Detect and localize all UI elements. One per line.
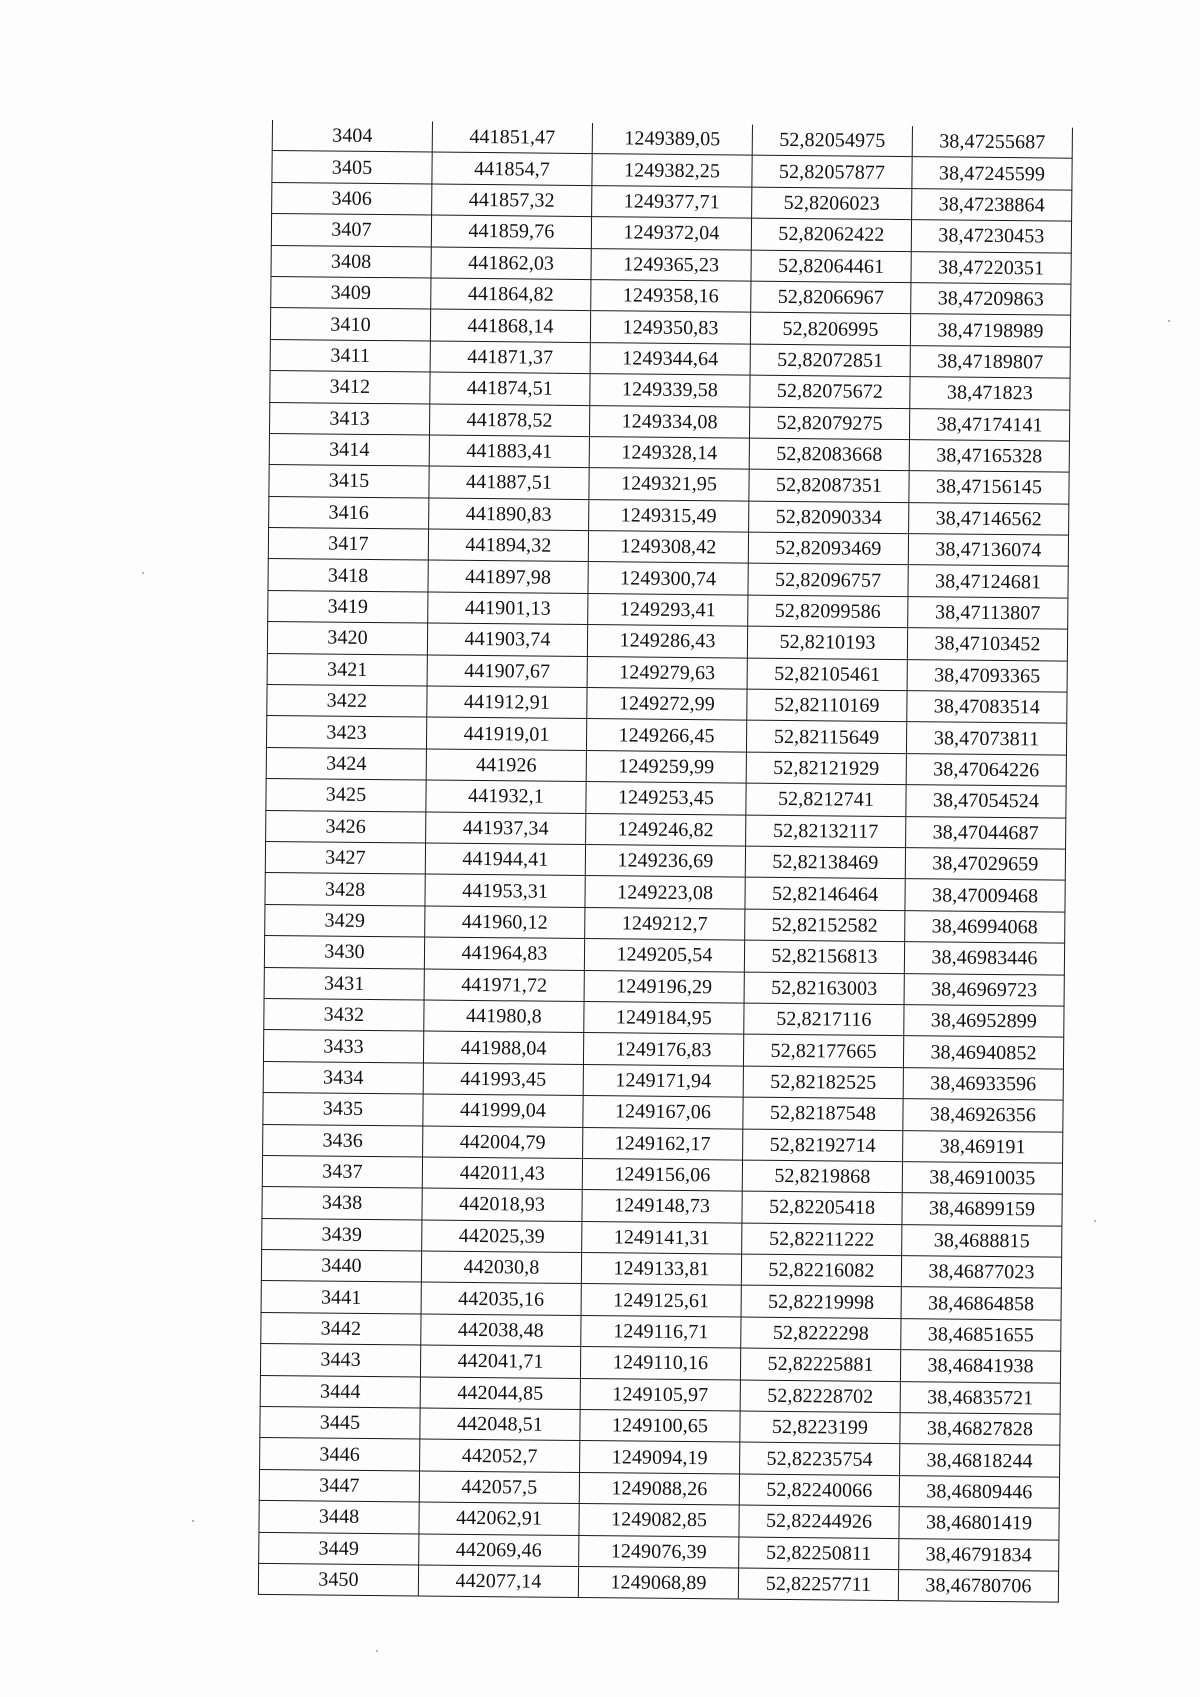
latitude-cell: 52,82244926 bbox=[739, 1505, 899, 1538]
point-number-cell: 3435 bbox=[263, 1093, 423, 1126]
y-coordinate-cell: 1249259,99 bbox=[586, 750, 746, 783]
longitude-cell: 38,469191 bbox=[903, 1130, 1063, 1163]
point-number-cell: 3443 bbox=[260, 1344, 420, 1377]
longitude-cell: 38,4688815 bbox=[902, 1224, 1062, 1257]
point-number-cell: 3406 bbox=[272, 182, 432, 215]
latitude-cell: 52,82090334 bbox=[749, 501, 909, 534]
x-coordinate-cell: 441988,04 bbox=[423, 1031, 583, 1064]
y-coordinate-cell: 1249110,16 bbox=[580, 1347, 740, 1380]
y-coordinate-cell: 1249365,23 bbox=[591, 248, 751, 281]
longitude-cell: 38,47146562 bbox=[909, 502, 1069, 535]
x-coordinate-cell: 441890,83 bbox=[429, 498, 589, 531]
latitude-cell: 52,82177665 bbox=[743, 1034, 903, 1067]
y-coordinate-cell: 1249358,16 bbox=[591, 280, 751, 313]
y-coordinate-cell: 1249076,39 bbox=[579, 1535, 739, 1568]
latitude-cell: 52,82110169 bbox=[747, 689, 907, 722]
point-number-cell: 3422 bbox=[267, 685, 427, 718]
x-coordinate-cell: 442038,48 bbox=[421, 1314, 581, 1347]
longitude-cell: 38,471823 bbox=[910, 377, 1070, 410]
point-number-cell: 3427 bbox=[265, 841, 425, 874]
y-coordinate-cell: 1249105,97 bbox=[580, 1378, 740, 1411]
x-coordinate-cell: 442025,39 bbox=[422, 1220, 582, 1253]
x-coordinate-cell: 441919,01 bbox=[426, 717, 586, 750]
x-coordinate-cell: 441937,34 bbox=[426, 812, 586, 845]
point-number-cell: 3412 bbox=[270, 371, 430, 404]
latitude-cell: 52,82121929 bbox=[746, 752, 906, 785]
longitude-cell: 38,47054524 bbox=[906, 785, 1066, 818]
y-coordinate-cell: 1249088,26 bbox=[579, 1472, 739, 1505]
longitude-cell: 38,46952899 bbox=[904, 1005, 1064, 1038]
x-coordinate-cell: 441980,8 bbox=[424, 1000, 584, 1033]
point-number-cell: 3424 bbox=[266, 747, 426, 780]
y-coordinate-cell: 1249094,19 bbox=[580, 1441, 740, 1474]
x-coordinate-cell: 442035,16 bbox=[421, 1282, 581, 1315]
latitude-cell: 52,82099586 bbox=[748, 595, 908, 628]
latitude-cell: 52,8222298 bbox=[741, 1317, 901, 1350]
longitude-cell: 38,47103452 bbox=[907, 628, 1067, 661]
x-coordinate-cell: 441999,04 bbox=[423, 1094, 583, 1127]
latitude-cell: 52,82105461 bbox=[747, 658, 907, 691]
y-coordinate-cell: 1249236,69 bbox=[585, 845, 745, 878]
point-number-cell: 3415 bbox=[269, 465, 429, 498]
longitude-cell: 38,46801419 bbox=[899, 1507, 1059, 1540]
x-coordinate-cell: 441868,14 bbox=[430, 309, 590, 342]
y-coordinate-cell: 1249266,45 bbox=[586, 719, 746, 752]
latitude-cell: 52,82205418 bbox=[742, 1191, 902, 1224]
point-number-cell: 3439 bbox=[262, 1218, 422, 1251]
y-coordinate-cell: 1249100,65 bbox=[580, 1410, 740, 1443]
x-coordinate-cell: 441862,03 bbox=[431, 247, 591, 280]
y-coordinate-cell: 1249196,29 bbox=[584, 970, 744, 1003]
y-coordinate-cell: 1249167,06 bbox=[583, 1096, 743, 1129]
x-coordinate-cell: 442041,71 bbox=[420, 1345, 580, 1378]
x-coordinate-cell: 441883,41 bbox=[429, 435, 589, 468]
longitude-cell: 38,46933596 bbox=[903, 1067, 1063, 1100]
y-coordinate-cell: 1249350,83 bbox=[590, 311, 750, 344]
x-coordinate-cell: 442057,5 bbox=[419, 1471, 579, 1504]
y-coordinate-cell: 1249246,82 bbox=[586, 813, 746, 846]
longitude-cell: 38,47198989 bbox=[910, 314, 1070, 347]
y-coordinate-cell: 1249212,7 bbox=[585, 907, 745, 940]
y-coordinate-cell: 1249133,81 bbox=[581, 1253, 741, 1286]
point-number-cell: 3432 bbox=[264, 998, 424, 1031]
latitude-cell: 52,8223199 bbox=[740, 1411, 900, 1444]
y-coordinate-cell: 1249148,73 bbox=[582, 1190, 742, 1223]
latitude-cell: 52,82240066 bbox=[739, 1474, 899, 1507]
y-coordinate-cell: 1249068,89 bbox=[578, 1566, 738, 1599]
x-coordinate-cell: 441993,45 bbox=[423, 1063, 583, 1096]
point-number-cell: 3433 bbox=[263, 1030, 423, 1063]
y-coordinate-cell: 1249308,42 bbox=[588, 531, 748, 564]
point-number-cell: 3404 bbox=[272, 120, 432, 152]
x-coordinate-cell: 442011,43 bbox=[422, 1157, 582, 1190]
point-number-cell: 3428 bbox=[265, 873, 425, 906]
point-number-cell: 3425 bbox=[266, 779, 426, 812]
longitude-cell: 38,46818244 bbox=[900, 1444, 1060, 1477]
latitude-cell: 52,8217116 bbox=[744, 1003, 904, 1036]
y-coordinate-cell: 1249253,45 bbox=[586, 782, 746, 815]
y-coordinate-cell: 1249176,83 bbox=[583, 1033, 743, 1066]
y-coordinate-cell: 1249293,41 bbox=[588, 593, 748, 626]
longitude-cell: 38,46864858 bbox=[901, 1287, 1061, 1320]
longitude-cell: 38,46940852 bbox=[903, 1036, 1063, 1069]
x-coordinate-cell: 441897,98 bbox=[428, 560, 588, 593]
longitude-cell: 38,47189807 bbox=[910, 345, 1070, 378]
x-coordinate-cell: 441878,52 bbox=[429, 404, 589, 437]
longitude-cell: 38,46791834 bbox=[899, 1538, 1059, 1571]
latitude-cell: 52,8206023 bbox=[752, 187, 912, 220]
latitude-cell: 52,82083668 bbox=[749, 438, 909, 471]
x-coordinate-cell: 441926 bbox=[426, 749, 586, 782]
longitude-cell: 38,46983446 bbox=[904, 942, 1064, 975]
scan-speck bbox=[1168, 320, 1170, 322]
point-number-cell: 3426 bbox=[266, 810, 426, 843]
point-number-cell: 3447 bbox=[259, 1469, 419, 1502]
y-coordinate-cell: 1249171,94 bbox=[583, 1064, 743, 1097]
latitude-cell: 52,82115649 bbox=[746, 721, 906, 754]
y-coordinate-cell: 1249156,06 bbox=[582, 1158, 742, 1191]
point-number-cell: 3420 bbox=[267, 622, 427, 655]
longitude-cell: 38,47044687 bbox=[906, 816, 1066, 849]
scan-speck bbox=[376, 1650, 378, 1652]
x-coordinate-cell: 441871,37 bbox=[430, 341, 590, 374]
point-number-cell: 3411 bbox=[270, 339, 430, 372]
point-number-cell: 3440 bbox=[261, 1250, 421, 1283]
latitude-cell: 52,82257711 bbox=[738, 1568, 898, 1601]
longitude-cell: 38,47220351 bbox=[911, 251, 1071, 284]
x-coordinate-cell: 441901,13 bbox=[428, 592, 588, 625]
point-number-cell: 3434 bbox=[263, 1061, 423, 1094]
longitude-cell: 38,46841938 bbox=[900, 1350, 1060, 1383]
coordinates-table-body bbox=[258, 120, 1072, 1602]
scan-speck bbox=[142, 572, 144, 574]
latitude-cell: 52,82072851 bbox=[750, 344, 910, 377]
longitude-cell: 38,46994068 bbox=[905, 910, 1065, 943]
longitude-cell: 38,47209863 bbox=[911, 283, 1071, 316]
y-coordinate-cell: 1249205,54 bbox=[584, 939, 744, 972]
latitude-cell: 52,82163003 bbox=[744, 972, 904, 1005]
x-coordinate-cell: 441953,31 bbox=[425, 874, 585, 907]
longitude-cell: 38,47255687 bbox=[912, 126, 1072, 158]
latitude-cell: 52,82211222 bbox=[742, 1223, 902, 1256]
latitude-cell: 52,82225881 bbox=[740, 1348, 900, 1381]
x-coordinate-cell: 442069,46 bbox=[419, 1534, 579, 1567]
y-coordinate-cell: 1249334,08 bbox=[589, 405, 749, 438]
point-number-cell: 3410 bbox=[270, 308, 430, 341]
x-coordinate-cell: 441887,51 bbox=[429, 466, 589, 499]
latitude-cell: 52,8210193 bbox=[747, 626, 907, 659]
x-coordinate-cell: 442018,93 bbox=[422, 1188, 582, 1221]
longitude-cell: 38,46827828 bbox=[900, 1413, 1060, 1446]
latitude-cell: 52,82219998 bbox=[741, 1286, 901, 1319]
latitude-cell: 52,8206995 bbox=[750, 312, 910, 345]
x-coordinate-cell: 442062,91 bbox=[419, 1502, 579, 1535]
longitude-cell: 38,47230453 bbox=[911, 220, 1071, 253]
point-number-cell: 3417 bbox=[268, 528, 428, 561]
x-coordinate-cell: 441874,51 bbox=[430, 372, 590, 405]
y-coordinate-cell: 1249389,05 bbox=[592, 123, 752, 155]
latitude-cell: 52,82235754 bbox=[740, 1442, 900, 1475]
latitude-cell: 52,82192714 bbox=[743, 1129, 903, 1162]
longitude-cell: 38,47029659 bbox=[905, 848, 1065, 881]
x-coordinate-cell: 441859,76 bbox=[431, 215, 591, 248]
longitude-cell: 38,47093365 bbox=[907, 659, 1067, 692]
latitude-cell: 52,82216082 bbox=[741, 1254, 901, 1287]
point-number-cell: 3441 bbox=[261, 1281, 421, 1314]
point-number-cell: 3449 bbox=[259, 1532, 419, 1565]
y-coordinate-cell: 1249300,74 bbox=[588, 562, 748, 595]
longitude-cell: 38,46926356 bbox=[903, 1099, 1063, 1132]
y-coordinate-cell: 1249286,43 bbox=[587, 625, 747, 658]
scan-speck bbox=[192, 1520, 194, 1522]
longitude-cell: 38,47245599 bbox=[912, 157, 1072, 190]
x-coordinate-cell: 441864,82 bbox=[431, 278, 591, 311]
latitude-cell: 52,82093469 bbox=[748, 532, 908, 565]
point-number-cell: 3418 bbox=[268, 559, 428, 592]
y-coordinate-cell: 1249328,14 bbox=[589, 436, 749, 469]
point-number-cell: 3445 bbox=[260, 1406, 420, 1439]
longitude-cell: 38,47238864 bbox=[912, 188, 1072, 221]
point-number-cell: 3446 bbox=[260, 1438, 420, 1471]
x-coordinate-cell: 441964,83 bbox=[424, 937, 584, 970]
y-coordinate-cell: 1249372,04 bbox=[591, 217, 751, 250]
x-coordinate-cell: 442077,14 bbox=[418, 1565, 578, 1598]
y-coordinate-cell: 1249279,63 bbox=[587, 656, 747, 689]
x-coordinate-cell: 441854,7 bbox=[432, 152, 592, 185]
point-number-cell: 3430 bbox=[264, 936, 424, 969]
longitude-cell: 38,46877023 bbox=[901, 1256, 1061, 1289]
point-number-cell: 3436 bbox=[263, 1124, 423, 1157]
y-coordinate-cell: 1249377,71 bbox=[592, 185, 752, 218]
latitude-cell: 52,82075672 bbox=[750, 375, 910, 408]
x-coordinate-cell: 441912,91 bbox=[427, 686, 587, 719]
x-coordinate-cell: 441851,47 bbox=[432, 122, 592, 154]
point-number-cell: 3419 bbox=[268, 590, 428, 623]
longitude-cell: 38,47064226 bbox=[906, 753, 1066, 786]
y-coordinate-cell: 1249339,58 bbox=[590, 374, 750, 407]
longitude-cell: 38,46969723 bbox=[904, 973, 1064, 1006]
y-coordinate-cell: 1249321,95 bbox=[589, 468, 749, 501]
latitude-cell: 52,82146464 bbox=[745, 877, 905, 910]
point-number-cell: 3414 bbox=[269, 433, 429, 466]
y-coordinate-cell: 1249125,61 bbox=[581, 1284, 741, 1317]
latitude-cell: 52,82187548 bbox=[743, 1097, 903, 1130]
y-coordinate-cell: 1249141,31 bbox=[582, 1221, 742, 1254]
point-number-cell: 3438 bbox=[262, 1187, 422, 1220]
y-coordinate-cell: 1249116,71 bbox=[581, 1315, 741, 1348]
point-number-cell: 3405 bbox=[272, 151, 432, 184]
y-coordinate-cell: 1249382,25 bbox=[592, 154, 752, 187]
point-number-cell: 3408 bbox=[271, 245, 431, 278]
x-coordinate-cell: 442004,79 bbox=[423, 1125, 583, 1158]
latitude-cell: 52,8212741 bbox=[746, 783, 906, 816]
x-coordinate-cell: 441907,67 bbox=[427, 655, 587, 688]
longitude-cell: 38,46780706 bbox=[898, 1570, 1058, 1603]
point-number-cell: 3407 bbox=[271, 214, 431, 247]
longitude-cell: 38,47165328 bbox=[909, 440, 1069, 473]
longitude-cell: 38,47009468 bbox=[905, 879, 1065, 912]
x-coordinate-cell: 441894,32 bbox=[428, 529, 588, 562]
y-coordinate-cell: 1249272,99 bbox=[587, 688, 747, 721]
x-coordinate-cell: 442052,7 bbox=[420, 1439, 580, 1472]
scan-speck bbox=[1094, 1220, 1096, 1222]
longitude-cell: 38,46835721 bbox=[900, 1381, 1060, 1414]
latitude-cell: 52,82057877 bbox=[752, 156, 912, 189]
point-number-cell: 3423 bbox=[266, 716, 426, 749]
x-coordinate-cell: 442048,51 bbox=[420, 1408, 580, 1441]
latitude-cell: 52,82066967 bbox=[751, 281, 911, 314]
point-number-cell: 3409 bbox=[271, 276, 431, 309]
longitude-cell: 38,46851655 bbox=[901, 1318, 1061, 1351]
y-coordinate-cell: 1249315,49 bbox=[589, 499, 749, 532]
point-number-cell: 3437 bbox=[262, 1155, 422, 1188]
point-number-cell: 3450 bbox=[258, 1563, 418, 1596]
longitude-cell: 38,47073811 bbox=[906, 722, 1066, 755]
y-coordinate-cell: 1249162,17 bbox=[583, 1127, 743, 1160]
latitude-cell: 52,82087351 bbox=[749, 469, 909, 502]
coordinates-table bbox=[258, 120, 1073, 1603]
latitude-cell: 52,82250811 bbox=[739, 1537, 899, 1570]
latitude-cell: 52,82062422 bbox=[751, 218, 911, 251]
latitude-cell: 52,82228702 bbox=[740, 1380, 900, 1413]
x-coordinate-cell: 441960,12 bbox=[425, 906, 585, 939]
x-coordinate-cell: 442044,85 bbox=[420, 1377, 580, 1410]
latitude-cell: 52,82152582 bbox=[745, 909, 905, 942]
latitude-cell: 52,82132117 bbox=[746, 815, 906, 848]
table-row bbox=[258, 1563, 1058, 1602]
x-coordinate-cell: 441903,74 bbox=[427, 623, 587, 656]
latitude-cell: 52,82156813 bbox=[744, 940, 904, 973]
latitude-cell: 52,82096757 bbox=[748, 564, 908, 597]
longitude-cell: 38,47124681 bbox=[908, 565, 1068, 598]
y-coordinate-cell: 1249344,64 bbox=[590, 342, 750, 375]
y-coordinate-cell: 1249184,95 bbox=[584, 1001, 744, 1034]
longitude-cell: 38,46899159 bbox=[902, 1193, 1062, 1226]
longitude-cell: 38,47113807 bbox=[908, 596, 1068, 629]
longitude-cell: 38,46809446 bbox=[899, 1475, 1059, 1508]
latitude-cell: 52,8219868 bbox=[742, 1160, 902, 1193]
longitude-cell: 38,47136074 bbox=[908, 534, 1068, 567]
latitude-cell: 52,82182525 bbox=[743, 1066, 903, 1099]
x-coordinate-cell: 442030,8 bbox=[421, 1251, 581, 1284]
point-number-cell: 3421 bbox=[267, 653, 427, 686]
longitude-cell: 38,46910035 bbox=[902, 1161, 1062, 1194]
y-coordinate-cell: 1249223,08 bbox=[585, 876, 745, 909]
latitude-cell: 52,82064461 bbox=[751, 250, 911, 283]
latitude-cell: 52,82138469 bbox=[745, 846, 905, 879]
point-number-cell: 3431 bbox=[264, 967, 424, 1000]
x-coordinate-cell: 441932,1 bbox=[426, 780, 586, 813]
point-number-cell: 3444 bbox=[260, 1375, 420, 1408]
point-number-cell: 3442 bbox=[261, 1312, 421, 1345]
longitude-cell: 38,47156145 bbox=[909, 471, 1069, 504]
x-coordinate-cell: 441944,41 bbox=[425, 843, 585, 876]
point-number-cell: 3429 bbox=[265, 904, 425, 937]
y-coordinate-cell: 1249082,85 bbox=[579, 1504, 739, 1537]
latitude-cell: 52,82079275 bbox=[749, 407, 909, 440]
point-number-cell: 3416 bbox=[269, 496, 429, 529]
point-number-cell: 3413 bbox=[269, 402, 429, 435]
x-coordinate-cell: 441971,72 bbox=[424, 969, 584, 1002]
latitude-cell: 52,82054975 bbox=[752, 125, 912, 157]
point-number-cell: 3448 bbox=[259, 1501, 419, 1534]
x-coordinate-cell: 441857,32 bbox=[432, 184, 592, 217]
longitude-cell: 38,47174141 bbox=[909, 408, 1069, 441]
longitude-cell: 38,47083514 bbox=[907, 691, 1067, 724]
